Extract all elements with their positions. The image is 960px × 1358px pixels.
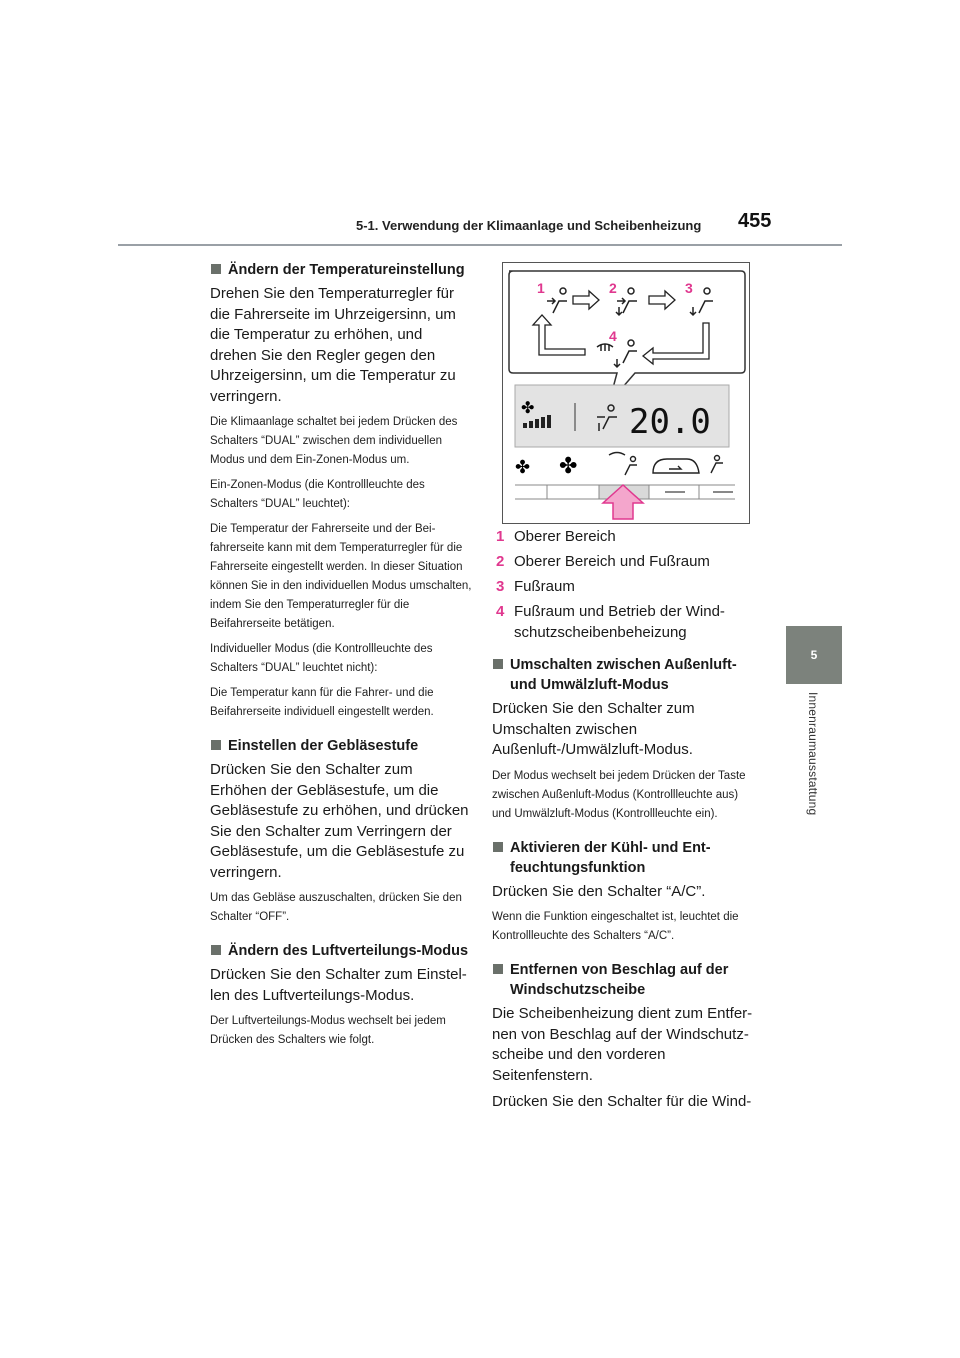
legend-item <box>492 551 754 572</box>
chapter-tab: 5 <box>786 626 842 684</box>
legend-text: Fußraum <box>514 578 575 595</box>
body-text: Drücken Sie den Schalter zum Einstellen des Luftverteilungs-Modus. <box>210 966 467 1004</box>
legend-number: 2 <box>496 553 505 570</box>
section-heading <box>210 941 472 961</box>
svg-text:✤: ✤ <box>521 398 535 417</box>
section-heading <box>492 655 754 695</box>
mode-button-icon[interactable] <box>609 453 637 476</box>
bullet-square-icon <box>493 964 503 974</box>
section-defog <box>492 960 754 1113</box>
legend-number: 3 <box>496 578 505 595</box>
air-distribution-diagram <box>502 262 750 524</box>
foot-outlet-icon[interactable] <box>711 456 723 474</box>
heading-text: Umschalten zwischen Außenluft- und Umwälzluft-Modus <box>510 657 737 693</box>
legend-number: 1 <box>496 528 505 545</box>
note-text: Der Modus wechselt bei jedem Drücken der Taste zwischen Außenluft-Modus (Kontrollleuchte aus) und Umwälzluft-Modus (Kontrollleuchte ein). <box>492 769 746 820</box>
temperature-display: 20.0 <box>629 402 711 442</box>
note-text: Der Luftverteilungs-Modus wechselt bei jedem Drücken des Schalters wie folgt. <box>210 1015 446 1046</box>
legend-text: Fußraum und Betrieb der Windschutzscheibenbeheizung <box>514 603 725 641</box>
mode-number-3: 3 <box>685 280 693 296</box>
body-text: Drücken Sie den Schalter zum Erhöhen der Gebläsestufe, um die Gebläsestufe zu erhöhen, und drücken Sie den Schalter zum Verringern der Gebläsestufe, um die Gebläsestufe zu verringern. <box>210 761 469 881</box>
section-heading <box>492 960 754 1000</box>
section-air-distribution <box>210 941 472 1050</box>
diagram-svg <box>503 263 749 523</box>
right-column <box>492 526 754 1119</box>
note-text: Ein-Zonen-Modus (die Kontrollleuchte des Schalters “DUAL” leuchtet): <box>210 479 425 510</box>
legend-item <box>492 526 754 547</box>
note-text: Die Temperatur kann für die Fahrer- und die Beifahrerseite individuell eingestellt werden. <box>210 687 434 718</box>
page-number: 455 <box>738 210 772 232</box>
section-fan-speed <box>210 736 472 927</box>
note-text: Um das Gebläse auszuschalten, drücken Sie den Schalter “OFF”. <box>210 892 462 923</box>
bullet-square-icon <box>211 945 221 955</box>
legend-item <box>492 601 754 643</box>
left-column <box>210 258 472 1056</box>
body-text: Die Scheibenheizung dient zum Entfernen von Beschlag auf der Windschutzscheibe und den vorderen Seitenfenstern. <box>492 1005 753 1084</box>
body-text: Drücken Sie den Schalter zum Umschalten zwischen Außenluft-/Umwälzluft-Modus. <box>492 700 695 758</box>
body-text: Drücken Sie den Schalter für die Wind- <box>492 1093 752 1110</box>
section-recirculation <box>492 655 754 824</box>
note-text: Die Klimaanlage schaltet bei jedem Drücken des Schalters “DUAL” zwischen dem individuellen Modus und dem Ein-Zonen-Modus um. <box>210 416 458 466</box>
section-heading <box>210 260 472 280</box>
chapter-label: Innenraumausstattung <box>806 692 820 816</box>
mode-number-4: 4 <box>609 328 617 344</box>
section-ac <box>492 838 754 947</box>
fan-up-icon[interactable]: ✤ <box>559 454 578 479</box>
heading-text: Ändern der Temperatureinstellung <box>228 262 465 278</box>
note-text: Individueller Modus (die Kontrollleuchte des Schalters “DUAL” leuchtet nicht): <box>210 643 433 674</box>
mode-number-2: 2 <box>609 280 617 296</box>
note-text: Wenn die Funktion eingeschaltet ist, leuchtet die Kontrollleuchte des Schalters “A/C”. <box>492 911 739 942</box>
body-text: Drücken Sie den Schalter “A/C”. <box>492 882 706 900</box>
section-title: 5-1. Verwendung der Klimaanlage und Scheibenheizung <box>356 218 702 233</box>
legend-text: Oberer Bereich und Fußraum <box>514 553 710 570</box>
recirculation-icon[interactable] <box>653 459 699 473</box>
heading-text: Entfernen von Beschlag auf der Windschutzscheibe <box>510 962 729 998</box>
mode-number-1: 1 <box>537 280 545 296</box>
section-heading <box>210 736 472 756</box>
legend-item <box>492 576 754 597</box>
section-temperature <box>210 260 472 722</box>
section-heading <box>492 838 754 878</box>
heading-text: Ändern des Luftverteilungs-Modus <box>228 943 469 959</box>
heading-text: Einstellen der Gebläsestufe <box>228 738 419 754</box>
note-text: Die Temperatur der Fahrerseite und der Beifahrerseite kann mit dem Temperaturregler für die Fahrerseite eingestellt werden. In dieser Situation können Sie in den individuellen Modus umschalten, indem Sie den Temperaturregler für die Beifahrerseite betätigen. <box>210 523 472 630</box>
body-text: Drehen Sie den Temperaturregler für die Fahrerseite im Uhrzeigersinn, um die Temperatur zu erhöhen, und drehen Sie den Regler gegen den Uhrzeigersinn, um die Temperatur zu verringern. <box>210 285 456 405</box>
legend-text: Oberer Bereich <box>514 528 616 545</box>
diagram-legend <box>492 526 754 643</box>
header-divider <box>118 244 842 246</box>
bullet-square-icon <box>493 842 503 852</box>
heading-text: Aktivieren der Kühl- und Entfeuchtungsfunktion <box>510 839 711 876</box>
legend-number: 4 <box>496 603 505 620</box>
bullet-square-icon <box>493 659 503 669</box>
fan-down-icon[interactable]: ✤ <box>515 457 531 478</box>
bullet-square-icon <box>211 264 221 274</box>
bullet-square-icon <box>211 740 221 750</box>
